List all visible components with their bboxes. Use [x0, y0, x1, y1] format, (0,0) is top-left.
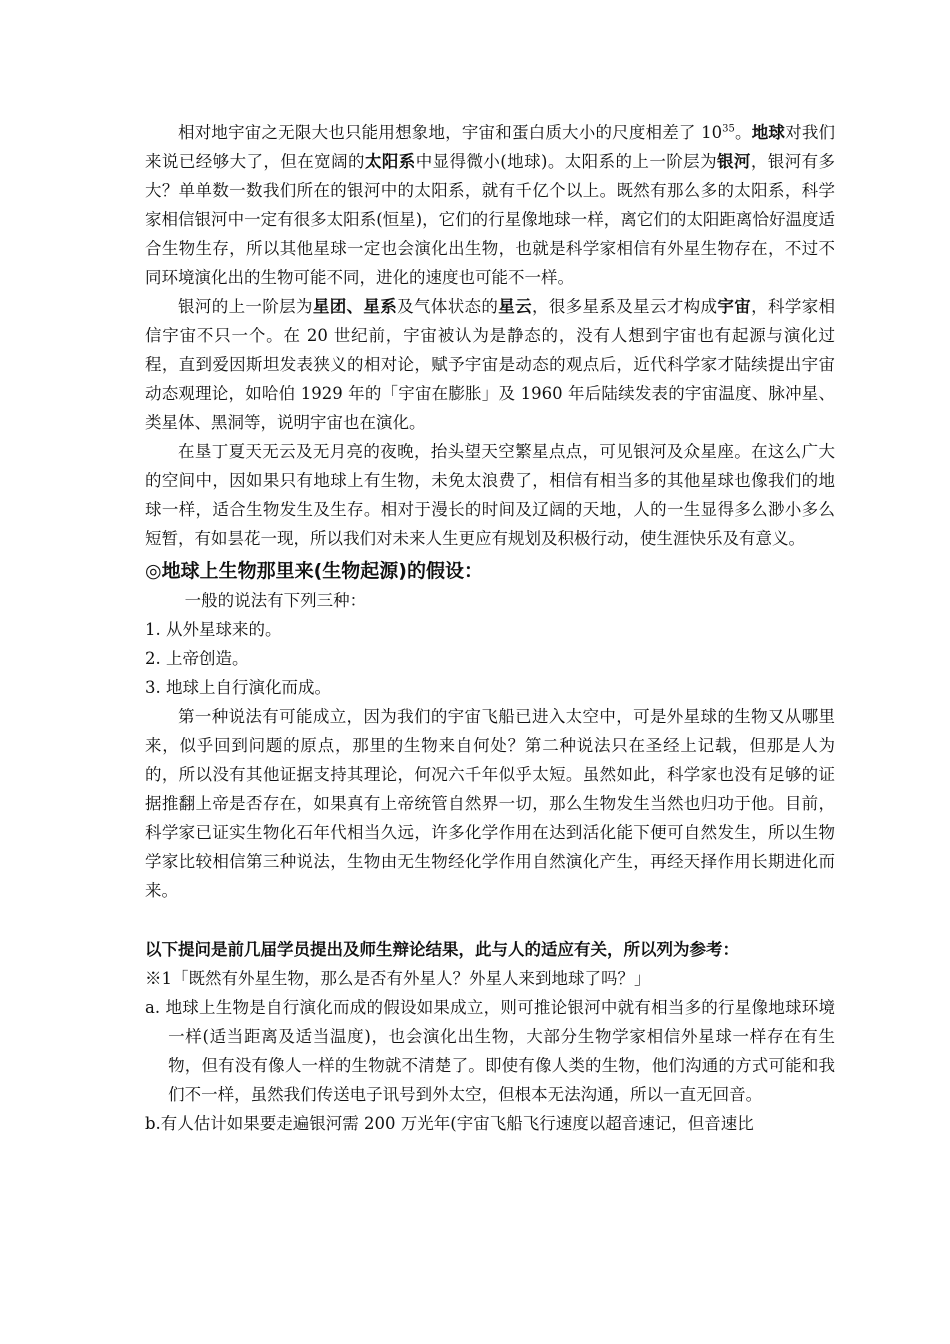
list-item: 3. 地球上自行演化而成。: [145, 678, 331, 697]
document-page: [145, 118, 835, 1138]
text-run: 相对地宇宙之无限大也只能用想象地，宇宙和蛋白质大小的尺度相差了 10: [178, 123, 723, 142]
text-run: ，很多星系及星云才构成: [531, 297, 718, 316]
text-run: 中显得微小(地球)。太阳系的上一阶层为: [415, 152, 718, 171]
paragraph-3: 在垦丁夏天无云及无月亮的夜晚，抬头望天空繁星点点，可见银河及众星座。在这么广大的空间中，因如果只有地球上有生物，未免太浪费了，相信有相当多的其他星球也像我们的地球一样，适合生物发生及生存。相对于漫长的时间及辽阔的天地，人的一生显得多么渺小多么短暂，有如昙花一现，所以我们对未来人生更应有规划及积极行动，使生涯快乐及有意义。: [145, 442, 835, 548]
paragraph-1: [145, 118, 835, 292]
bold-term: 星团、星系: [312, 297, 398, 316]
list-item: 2. 上帝创造。: [145, 649, 249, 668]
intro-line: 一般的说法有下列三种：: [184, 591, 367, 610]
text-run: 银河的上一阶层为: [178, 297, 313, 316]
answer-a: a. 地球上生物是自行演化而成的假设如果成立，则可推论银河中就有相当多的行星像地球环境一样(适当距离及适当温度)，也会演化出生物，大部分生物学家相信外星球一样存在有生物，但有没有像人一样的生物就不清楚了。即使有像人类的生物，他们沟通的方式可能和我们不一样，虽然我们传送电子讯号到外太空，但根本无法沟通，所以一直无回音。: [145, 998, 835, 1104]
bold-term: 地球: [751, 123, 786, 142]
text-run: 及气体状态的: [397, 297, 499, 316]
text-run: 。: [734, 123, 752, 142]
bold-term: 宇宙: [717, 297, 752, 316]
paragraph-2: [145, 292, 835, 437]
bold-term: 银河: [717, 152, 751, 171]
section-heading: ◎地球上生物那里来(生物起源)的假设：: [145, 560, 483, 582]
answer-b: b.有人估计如果要走遍银河需 200 万光年(宇宙飞船飞行速度以超音速记，但音速比: [145, 1114, 754, 1133]
bold-term: 星云: [498, 297, 532, 316]
text-run: ，银河有多大？单单数一数我们所在的银河中的太阳系，就有千亿个以上。既然有那么多的太阳系，科学家相信银河中一定有很多太阳系(恒星)，它们的行星像地球一样，离它们的太阳距离恰好温度适合生物生存，所以其他星球一定也会演化出生物，也就是科学家相信有外星生物存在，不过不同环境演化出的生物可能不同，进化的速度也可能不一样。: [145, 152, 836, 287]
text-run: 对我们来说已经够大了，但在宽阔的: [145, 123, 836, 171]
superscript: 35: [722, 123, 735, 135]
text-run: ，科学家相信宇宙不只一个。在 20 世纪前，宇宙被认为是静态的，没有人想到宇宙也有起源与演化过程，直到爱因斯坦发表狭义的相对论，赋予宇宙是动态的观点后，近代科学家才陆续提出宇宙动态观理论，如哈伯 1929 年的「宇宙在膨胀」及 1960 年后陆续发表的宇宙温度、脉冲星、类星体、黑洞等，说明宇宙也在演化。: [145, 297, 836, 432]
bold-term: 太阳系: [364, 152, 416, 171]
question-1: ※1「既然有外星生物，那么是否有外星人？外星人来到地球了吗？」: [145, 969, 651, 988]
paragraph-4: 第一种说法有可能成立，因为我们的宇宙飞船已进入太空中，可是外星球的生物又从哪里来，似乎回到问题的原点，那里的生物来自何处？第二种说法只在圣经上记载，但那是人为的，所以没有其他证据支持其理论，何况六千年似乎太短。虽然如此，科学家也没有足够的证据推翻上帝是否存在，如果真有上帝统管自然界一切，那么生物发生当然也归功于他。目前，科学家已证实生物化石年代相当久远，许多化学作用在达到活化能下便可自然发生，所以生物学家比较相信第三种说法，生物由无生物经化学作用自然演化产生，再经天择作用长期进化而来。: [145, 707, 835, 900]
list-item: 1. 从外星球来的。: [145, 620, 282, 639]
reference-heading: 以下提问是前几届学员提出及师生辩论结果，此与人的适应有关，所以列为参考：: [145, 940, 739, 959]
